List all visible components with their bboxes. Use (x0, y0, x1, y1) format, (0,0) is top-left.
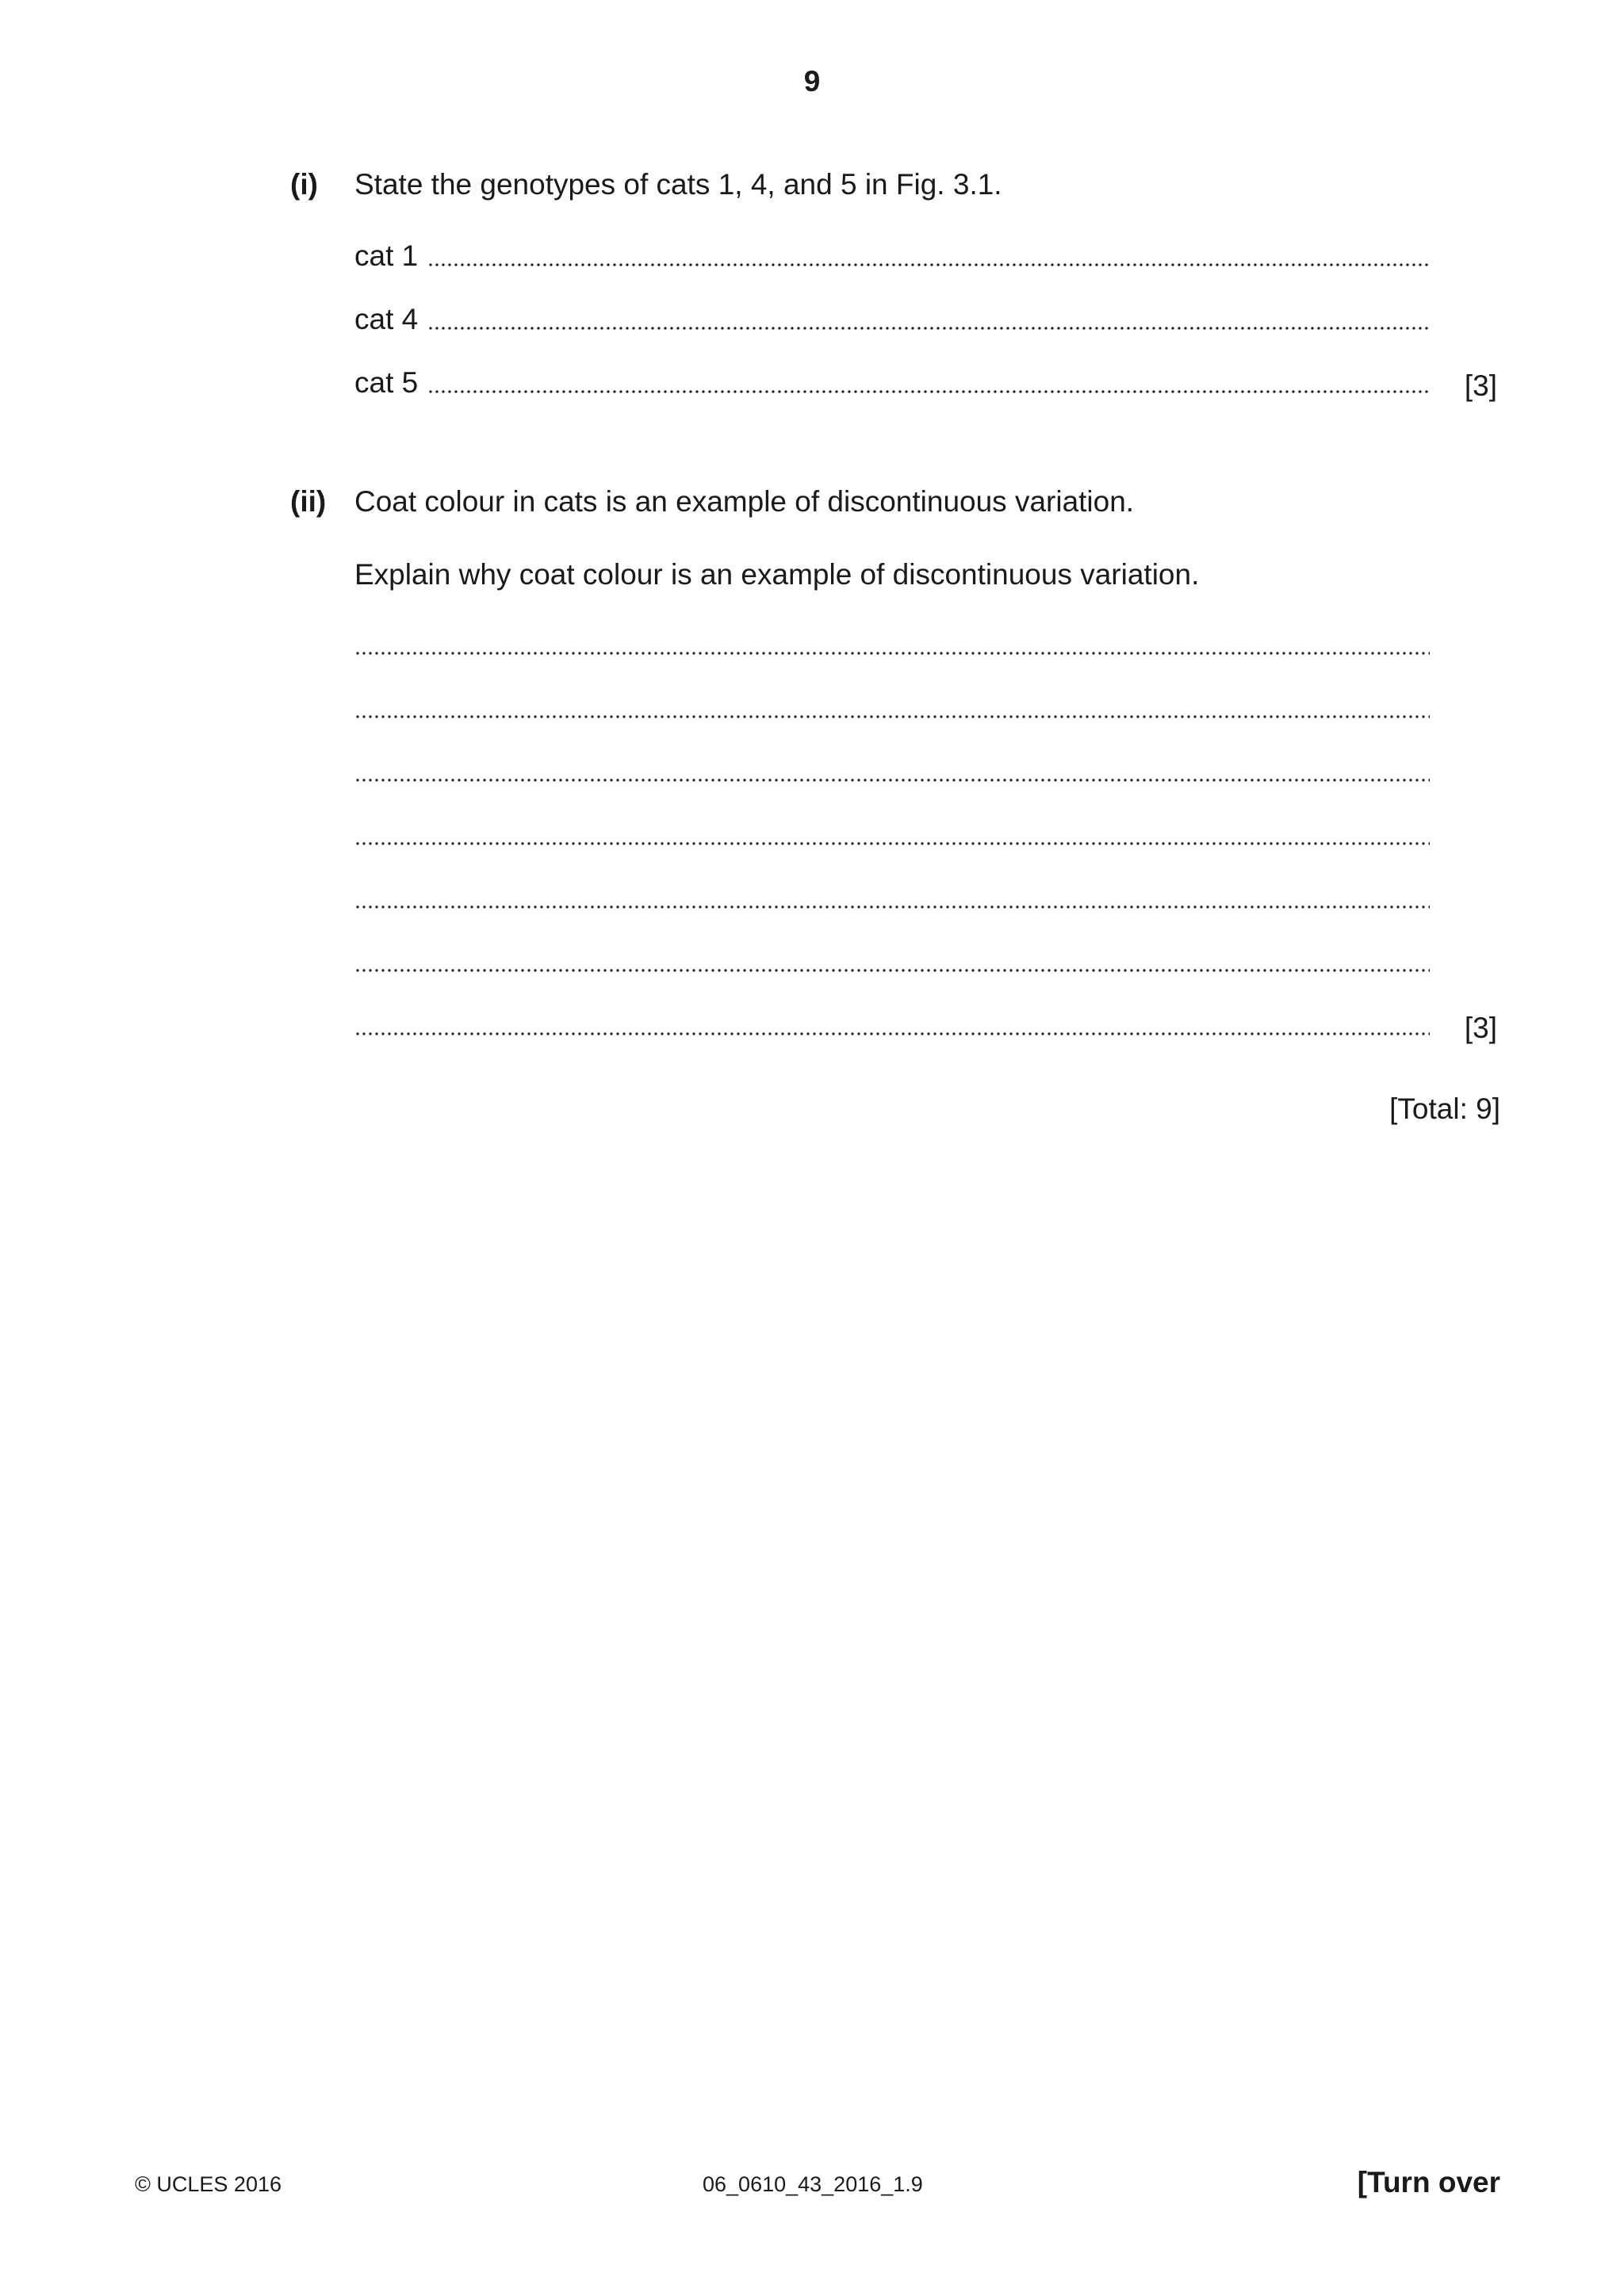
total-marks: [Total: 9] (1389, 1093, 1500, 1125)
dotted-line (354, 969, 1430, 972)
dotted-line (427, 263, 1430, 266)
part-ii-question: Explain why coat colour is an example of discontinuous variation. (354, 558, 1200, 591)
answer-line-ii-3[interactable] (354, 753, 1430, 788)
footer-paper-code: 06_0610_43_2016_1.9 (703, 2172, 923, 2196)
answer-line-ii-2[interactable] (354, 690, 1430, 725)
dotted-line (354, 779, 1430, 782)
dotted-line (354, 1032, 1430, 1035)
part-i-question: State the genotypes of cats 1, 4, and 5 in Fig. 3.1. (354, 168, 1002, 201)
part-ii-marks: [3] (1464, 1012, 1497, 1044)
part-ii-statement: Coat colour in cats is an example of discontinuous variation. (354, 485, 1135, 518)
dotted-line (354, 715, 1430, 718)
dotted-line (354, 905, 1430, 909)
part-i-marks: [3] (1464, 369, 1497, 402)
answer-line-ii-6[interactable] (354, 943, 1430, 978)
dotted-line (354, 842, 1430, 845)
answer-label-cat-5: cat 5 (354, 366, 419, 399)
dotted-line (427, 327, 1430, 330)
footer-copyright: © UCLES 2016 (135, 2172, 282, 2196)
answer-line-cat-5[interactable] (354, 365, 1430, 400)
part-i-label: (i) (290, 168, 318, 201)
answer-line-ii-5[interactable] (354, 880, 1430, 915)
dotted-line (427, 390, 1430, 393)
answer-label-cat-4: cat 4 (354, 303, 419, 335)
answer-line-ii-7[interactable] (354, 1007, 1430, 1042)
answer-line-cat-4[interactable] (354, 301, 1430, 336)
turn-over-label: [Turn over (1357, 2166, 1500, 2198)
answer-line-ii-1[interactable] (354, 626, 1430, 661)
answer-label-cat-1: cat 1 (354, 239, 419, 272)
page-number: 9 (803, 65, 821, 98)
dotted-line (354, 652, 1430, 655)
answer-line-ii-4[interactable] (354, 817, 1430, 851)
answer-line-cat-1[interactable] (354, 238, 1430, 273)
part-ii-label: (ii) (290, 485, 327, 518)
